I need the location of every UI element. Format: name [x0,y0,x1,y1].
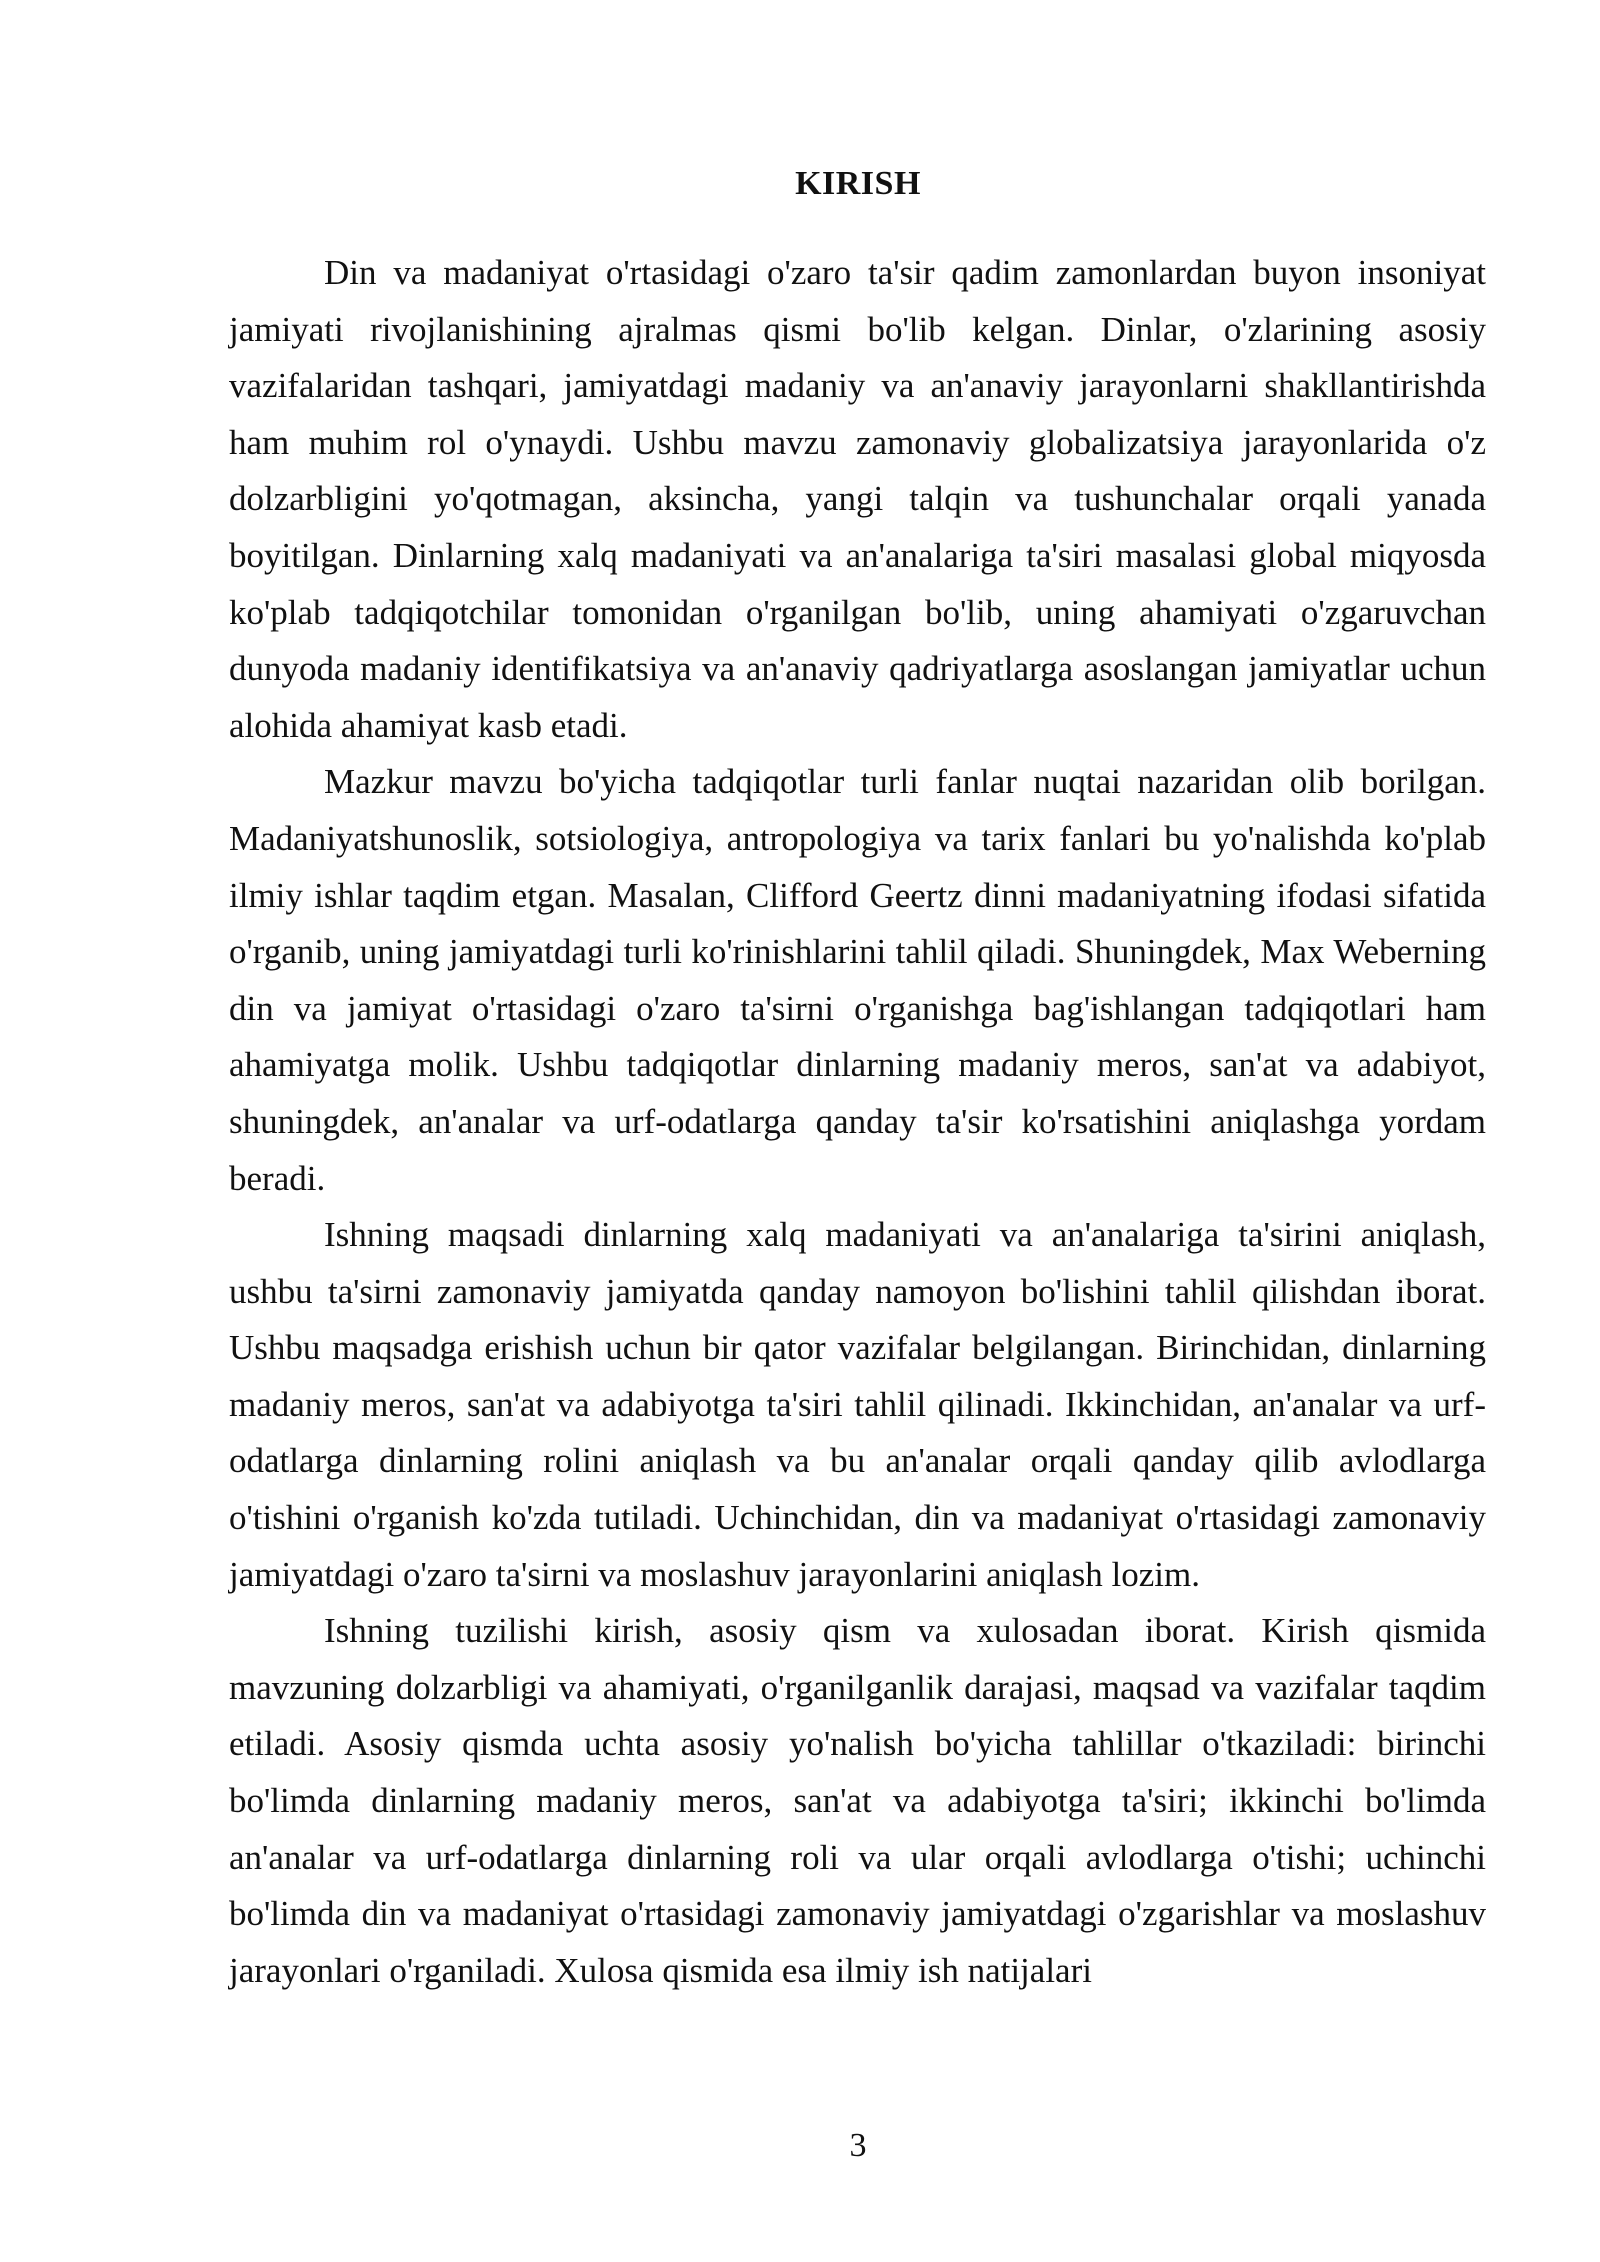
paragraph-aim-and-tasks: Ishning maqsadi dinlarning xalq madaniyati va an'analariga ta'sirini aniqlash, ushbu ta'sirni zamonaviy jamiyatda qanday namoyon bo'lishini tahlil qilishdan iborat. Ushbu maqsadga erishish uchun bir qator vazifalar belgilangan. Birinchidan, dinlarning madaniy meros, san'at va adabiyotga ta'siri tahlil qilinadi. Ikkinchidan, an'analar va urf-odatlarga dinlarning rolini aniqlash va bu an'analar orqali qanday qilib avlodlarga o'tishini o'rganish ko'zda tutiladi. Uchinchidan, din va madaniyat o'rtasidagi zamonaviy jamiyatdagi o'zaro ta'sirni va moslashuv jarayonlarini aniqlash lozim. [229,1215,1486,1594]
page-number: 3 [849,2127,867,2164]
section-heading: KIRISH [795,165,921,202]
paragraph-introduction: Din va madaniyat o'rtasidagi o'zaro ta'sir qadim zamonlardan buyon insoniyat jamiyati rivojlanishining ajralmas qismi bo'lib kelgan. Dinlar, o'zlarining asosiy vazifalaridan tashqari, jamiyatdagi madaniy va an'anaviy jarayonlarni shakllantirishda ham muhim rol o'ynaydi. Ushbu mavzu zamonaviy globalizatsiya jarayonlarida o'z dolzarbligini yo'qotmagan, aksincha, yangi talqin va tushunchalar orqali yanada boyitilgan. Dinlarning xalq madaniyati va an'analariga ta'siri masalasi global miqyosda ko'plab tadqiqotchilar tomonidan o'rganilgan bo'lib, uning ahamiyati o'zgaruvchan dunyoda madaniy identifikatsiya va an'anaviy qadriyatlarga asoslangan jamiyatlar uchun alohida ahamiyat kasb etadi. [229,253,1486,745]
paragraph-structure: Ishning tuzilishi kirish, asosiy qism va xulosadan iborat. Kirish qismida mavzuning dolzarbligi va ahamiyati, o'rganilganlik darajasi, maqsad va vazifalar taqdim etiladi. Asosiy qismda uchta asosiy yo'nalish bo'yicha tahlillar o'tkaziladi: birinchi bo'limda dinlarning madaniy meros, san'at va adabiyotga ta'siri; ikkinchi bo'limda an'analar va urf-odatlarga dinlarning roli va ular orqali avlodlarga o'tishi; uchinchi bo'limda din va madaniyat o'rtasidagi zamonaviy jamiyatdagi o'zgarishlar va moslashuv jarayonlari o'rganiladi. Xulosa qismida esa ilmiy ish natijalari [229,1611,1486,1990]
body-text [229,245,1486,1999]
paragraph-research-review: Mazkur mavzu bo'yicha tadqiqotlar turli fanlar nuqtai nazaridan olib borilgan. Madaniyatshunoslik, sotsiologiya, antropologiya va tarix fanlari bu yo'nalishda ko'plab ilmiy ishlar taqdim etgan. Masalan, Clifford Geertz dinni madaniyatning ifodasi sifatida o'rganib, uning jamiyatdagi turli ko'rinishlarini tahlil qiladi. Shuningdek, Max Weberning din va jamiyat o'rtasidagi o'zaro ta'sirni o'rganishga bag'ishlangan tadqiqotlari ham ahamiyatga molik. Ushbu tadqiqotlar dinlarning madaniy meros, san'at va adabiyot, shuningdek, an'analar va urf-odatlarga qanday ta'sir ko'rsatishini aniqlashga yordam beradi. [229,762,1486,1198]
